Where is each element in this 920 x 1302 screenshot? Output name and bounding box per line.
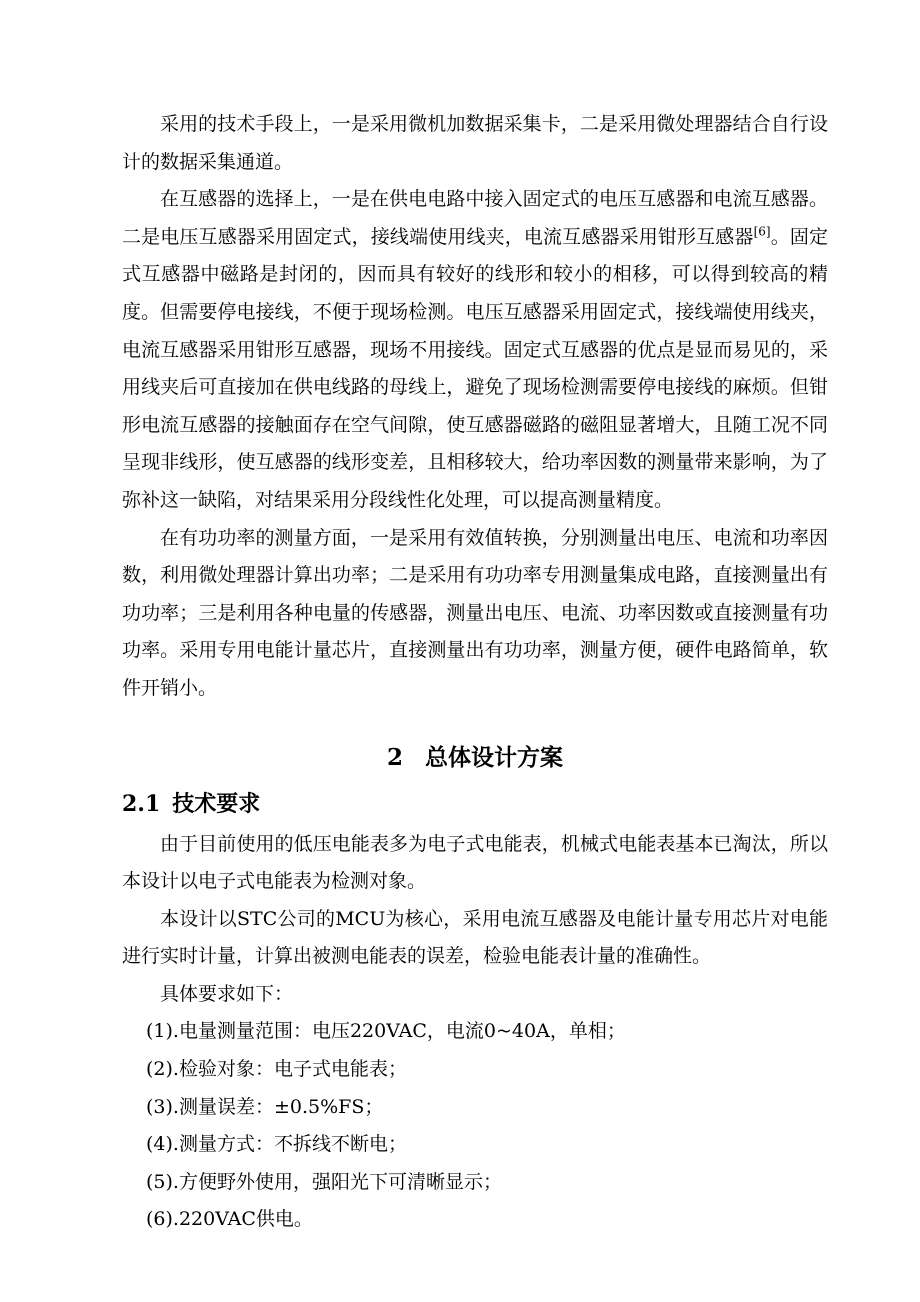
paragraph-transformer-text-before: 在互感器的选择上，一是在供电电路中接入固定式的电压互感器和电流互感器。二是电压互感器采用固定式，接线端使用线夹，电流互感器采用钳形互感器 [122,188,828,248]
list-item: (4).测量方式：不拆线不断电； [146,1133,407,1156]
paragraph-test-object: 由于目前使用的低压电能表多为电子式电能表，机械式电能表基本已淘汰，所以本设计以电子式电能表为检测对象。 [122,832,828,893]
list-item: (2).检验对象：电子式电能表； [146,1058,407,1081]
list-item: (5).方便野外使用，强阳光下可清晰显示； [146,1170,502,1193]
list-item: (3).测量误差：±0.5%FS； [146,1095,384,1118]
paragraph-active-power: 在有功功率的测量方面，一是采用有效值转换，分别测量出电压、电流和功率因数，利用微处理器计算出功率；二是采用有功功率专用测量集成电路，直接测量出有功功率；三是利用各种电量的传感器，测量出电压、电流、功率因数或直接测量有功功率。采用专用电能计量芯片，直接测量出有功功率，测量方便，硬件电路简单，软件开销小。 [122,526,828,699]
paragraph-requirements-intro: 具体要求如下： [160,982,294,1005]
citation-reference: [6] [753,224,771,239]
document-page [122,106,828,1239]
section-number: 2.1 [122,790,161,817]
chapter-heading [122,736,828,780]
list-item: (6).220VAC供电。 [146,1208,313,1231]
paragraph-transformer-text-after: 。固定式互感器中磁路是封闭的，因而具有较好的线形和较小的相移，可以得到较高的精度。但需要停电接线，不便于现场检测。电压互感器采用固定式，接线端使用线夹，电流互感器采用钳形互感器，现场不用接线。固定式互感器的优点是显而易见的，采用线夹后可直接加在供电线路的母线上，避免了现场检测需要停电接线的麻烦。但钳形电流互感器的接触面存在空气间隙，使互感器磁路的磁阻显著增大，且随工况不同呈现非线形，使互感器的线形变差，且相移较大，给功率因数的测量带来影响，为了弥补这一缺陷，对结果采用分段线性化处理，可以提高测量精度。 [122,225,828,511]
list-item: (1).电量测量范围：电压220VAC，电流0~40A，单相； [146,1020,626,1043]
chapter-title: 总体设计方案 [425,743,563,771]
paragraph-transformer-selection [122,181,828,519]
section-title: 技术要求 [172,790,261,817]
requirements-list [122,1013,828,1239]
paragraph-design-core: 本设计以STC公司的MCU为核心，采用电流互感器及电能计量专用芯片对电能进行实时计量，计算出被测电能表的误差，检验电能表计量的准确性。 [122,907,828,968]
chapter-number: 2 [386,743,403,771]
section-heading [122,782,828,826]
paragraph-technical-means: 采用的技术手段上，一是采用微机加数据采集卡，二是采用微处理器结合自行设计的数据采集通道。 [122,113,828,173]
